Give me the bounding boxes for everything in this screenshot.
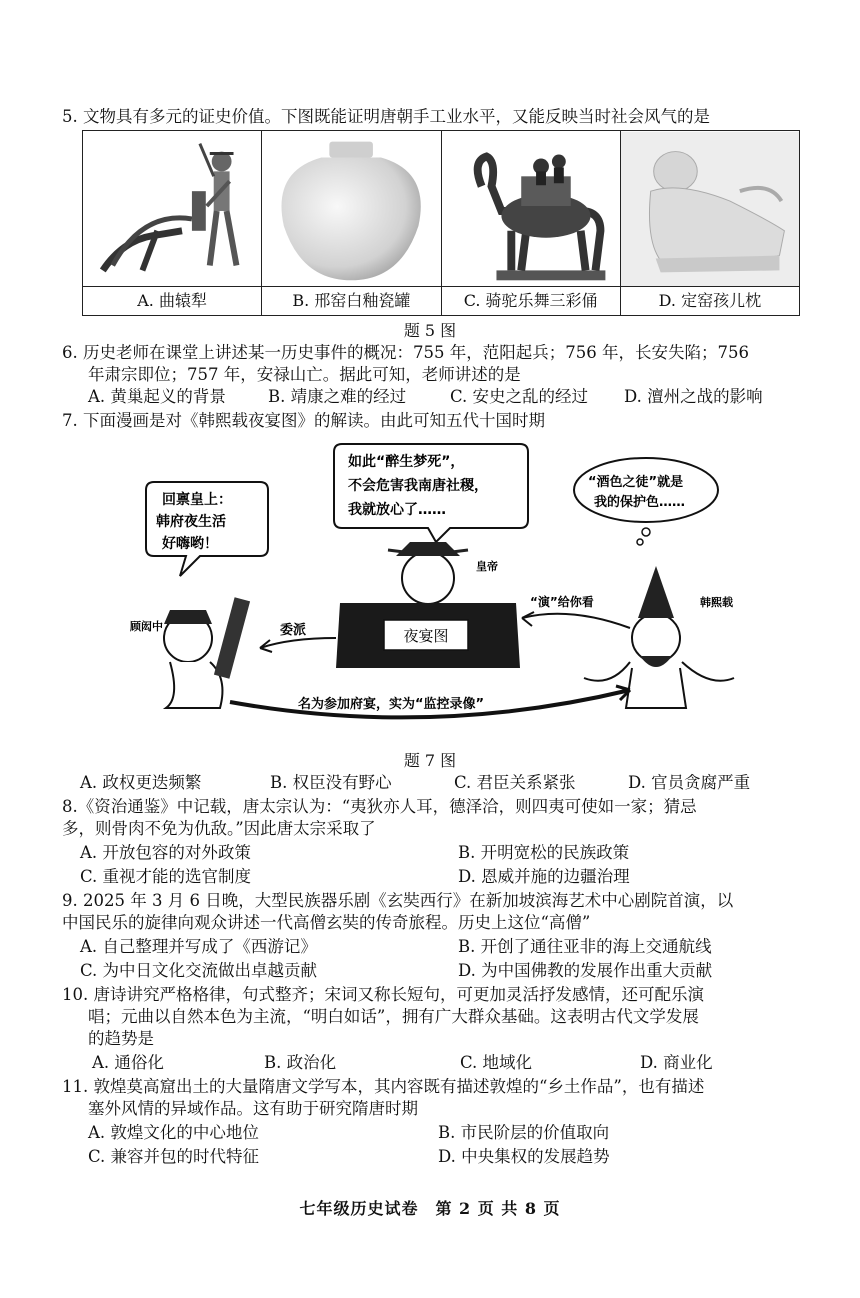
- q6-option-c: C. 安史之乱的经过: [450, 387, 589, 406]
- q7-option-a: A. 政权更迭频繁: [80, 773, 202, 792]
- q10-stem-line1: 10. 唐诗讲究严格格律，句式整齐；宋词又称长短句，可更加灵活抒发感情，还可配乐演: [62, 985, 704, 1004]
- q11-stem-line1: 11. 敦煌莫高窟出土的大量隋唐文学写本，其内容既有描述敦煌的“乡土作品”，也有描述: [62, 1077, 705, 1096]
- bubble-right: [574, 458, 718, 522]
- q5-caption: 题 5 图: [403, 321, 457, 340]
- q5-option-b: B. 邢窑白釉瓷罐: [262, 286, 440, 315]
- q8-option-d: D. 恩威并施的边疆治理: [458, 867, 630, 886]
- q11-option-d: D. 中央集权的发展趋势: [438, 1147, 610, 1166]
- q10-option-b: B. 政治化: [264, 1053, 337, 1072]
- q9-option-a: A. 自己整理并写成了《西游记》: [80, 937, 317, 956]
- porcelain-jar-illustration: [262, 131, 440, 287]
- q7-option-b: B. 权臣没有野心: [270, 773, 392, 792]
- q5-option-c: C. 骑驼乐舞三彩俑: [442, 286, 620, 315]
- q6-option-a: A. 黄巢起义的背景: [88, 387, 226, 406]
- q5-cell-c: [442, 131, 621, 315]
- q10-option-a: A. 通俗化: [92, 1053, 164, 1072]
- arrow-right-label: “演”给你看: [530, 595, 594, 609]
- child-pillow-illustration: [621, 131, 799, 287]
- page-footer: 七年级历史试卷 第 2 页 共 8 页: [299, 1199, 561, 1218]
- q6-option-b: B. 靖康之难的经过: [268, 387, 407, 406]
- arrow-left: [260, 638, 336, 648]
- q10-stem-line2: 唱；元曲以自然本色为主流，“明白如话”，拥有广大群众基础。这表明古代文学发展: [88, 1007, 699, 1026]
- label-gu-hongzhong: 顾闳中: [130, 620, 163, 633]
- q7-option-d: D. 官员贪腐严重: [628, 773, 751, 792]
- q10-stem-line3: 的趋势是: [88, 1029, 154, 1048]
- q9-option-c: C. 为中日文化交流做出卓越贡献: [80, 961, 318, 980]
- q7-cartoon: [110, 438, 750, 743]
- bubble-right-line2: 我的保护色……: [594, 495, 686, 510]
- arrow-right: [522, 614, 630, 628]
- bubble-left-line3: 好嗨哟！: [162, 536, 218, 552]
- q11-stem-line2: 塞外风情的异域作品。这有助于研究隋唐时期: [88, 1099, 418, 1118]
- arrow-bottom-label: 名为参加府宴，实为“监控录像”: [298, 697, 485, 712]
- label-han-xizai: 韩熙载: [700, 596, 733, 609]
- q11-option-b: B. 市民阶层的价值取向: [438, 1123, 610, 1142]
- q8-option-b: B. 开明宽松的民族政策: [458, 843, 630, 862]
- q5-figure-table: [82, 130, 800, 316]
- bubble-center-line1: 如此“醉生梦死”，: [348, 454, 465, 470]
- q5-cell-a: [83, 131, 262, 315]
- q10-option-c: C. 地域化: [460, 1053, 533, 1072]
- q5-option-d: D. 定窑孩儿枕: [621, 286, 799, 315]
- q5-stem: 5. 文物具有多元的证史价值。下图既能证明唐朝手工业水平，又能反映当时社会风气的是: [62, 107, 710, 126]
- q8-stem-line2: 多，则骨肉不免为仇敌。”因此唐太宗采取了: [62, 819, 376, 838]
- q5-cell-d: [621, 131, 799, 315]
- q9-stem-line2: 中国民乐的旋律向观众讲述一代高僧玄奘的传奇旅程。历史上这位“高僧”: [62, 913, 591, 932]
- q11-option-a: A. 敦煌文化的中心地位: [88, 1123, 259, 1142]
- q9-option-b: B. 开创了通往亚非的海上交通航线: [458, 937, 712, 956]
- label-emperor: 皇帝: [476, 560, 498, 573]
- q10-option-d: D. 商业化: [640, 1053, 713, 1072]
- arrow-left-label: 委派: [280, 623, 307, 638]
- q6-stem-line1: 6. 历史老师在课堂上讲述某一历史事件的概况：755 年，范阳起兵；756 年，长安失陷；756: [62, 343, 749, 362]
- q8-option-c: C. 重视才能的选官制度: [80, 867, 252, 886]
- q5-cell-b: [262, 131, 441, 315]
- emperor-figure: [402, 552, 454, 604]
- brush-scroll: [214, 597, 250, 678]
- camel-figurine-illustration: [442, 131, 620, 287]
- q9-stem-line1: 9. 2025 年 3 月 6 日晚，大型民族器乐剧《玄奘西行》在新加坡滨海艺术中心剧院首演，以: [62, 891, 734, 910]
- q8-option-a: A. 开放包容的对外政策: [80, 843, 251, 862]
- bubble-left-line2: 韩府夜生活: [156, 514, 226, 530]
- q6-stem-line2: 年肃宗即位；757 年，安禄山亡。据此可知，老师讲述的是: [88, 365, 521, 384]
- bubble-center-line2: 不会危害我南唐社稷，: [348, 478, 488, 494]
- scroll-label: 夜宴图: [403, 627, 449, 645]
- q7-caption: 题 7 图: [403, 751, 457, 770]
- bubble-right-line1: “酒色之徒”就是: [588, 475, 684, 490]
- plow-illustration: [83, 131, 261, 287]
- bubble-center-line3: 我就放心了……: [348, 502, 446, 518]
- q7-stem: 7. 下面漫画是对《韩熙载夜宴图》的解读。由此可知五代十国时期: [62, 411, 545, 430]
- han-xizai-figure: [632, 614, 680, 662]
- q5-option-a: A. 曲辕犁: [83, 286, 261, 315]
- q7-option-c: C. 君臣关系紧张: [454, 773, 576, 792]
- q9-option-d: D. 为中国佛教的发展作出重大贡献: [458, 961, 713, 980]
- bubble-left-line1: 回禀皇上：: [162, 492, 232, 508]
- q11-option-c: C. 兼容并包的时代特征: [88, 1147, 260, 1166]
- q6-option-d: D. 澶州之战的影响: [624, 387, 763, 406]
- q8-stem-line1: 8.《资治通鉴》中记载，唐太宗认为：“夷狄亦人耳，德泽洽，则四夷可使如一家；猜忌: [62, 797, 697, 816]
